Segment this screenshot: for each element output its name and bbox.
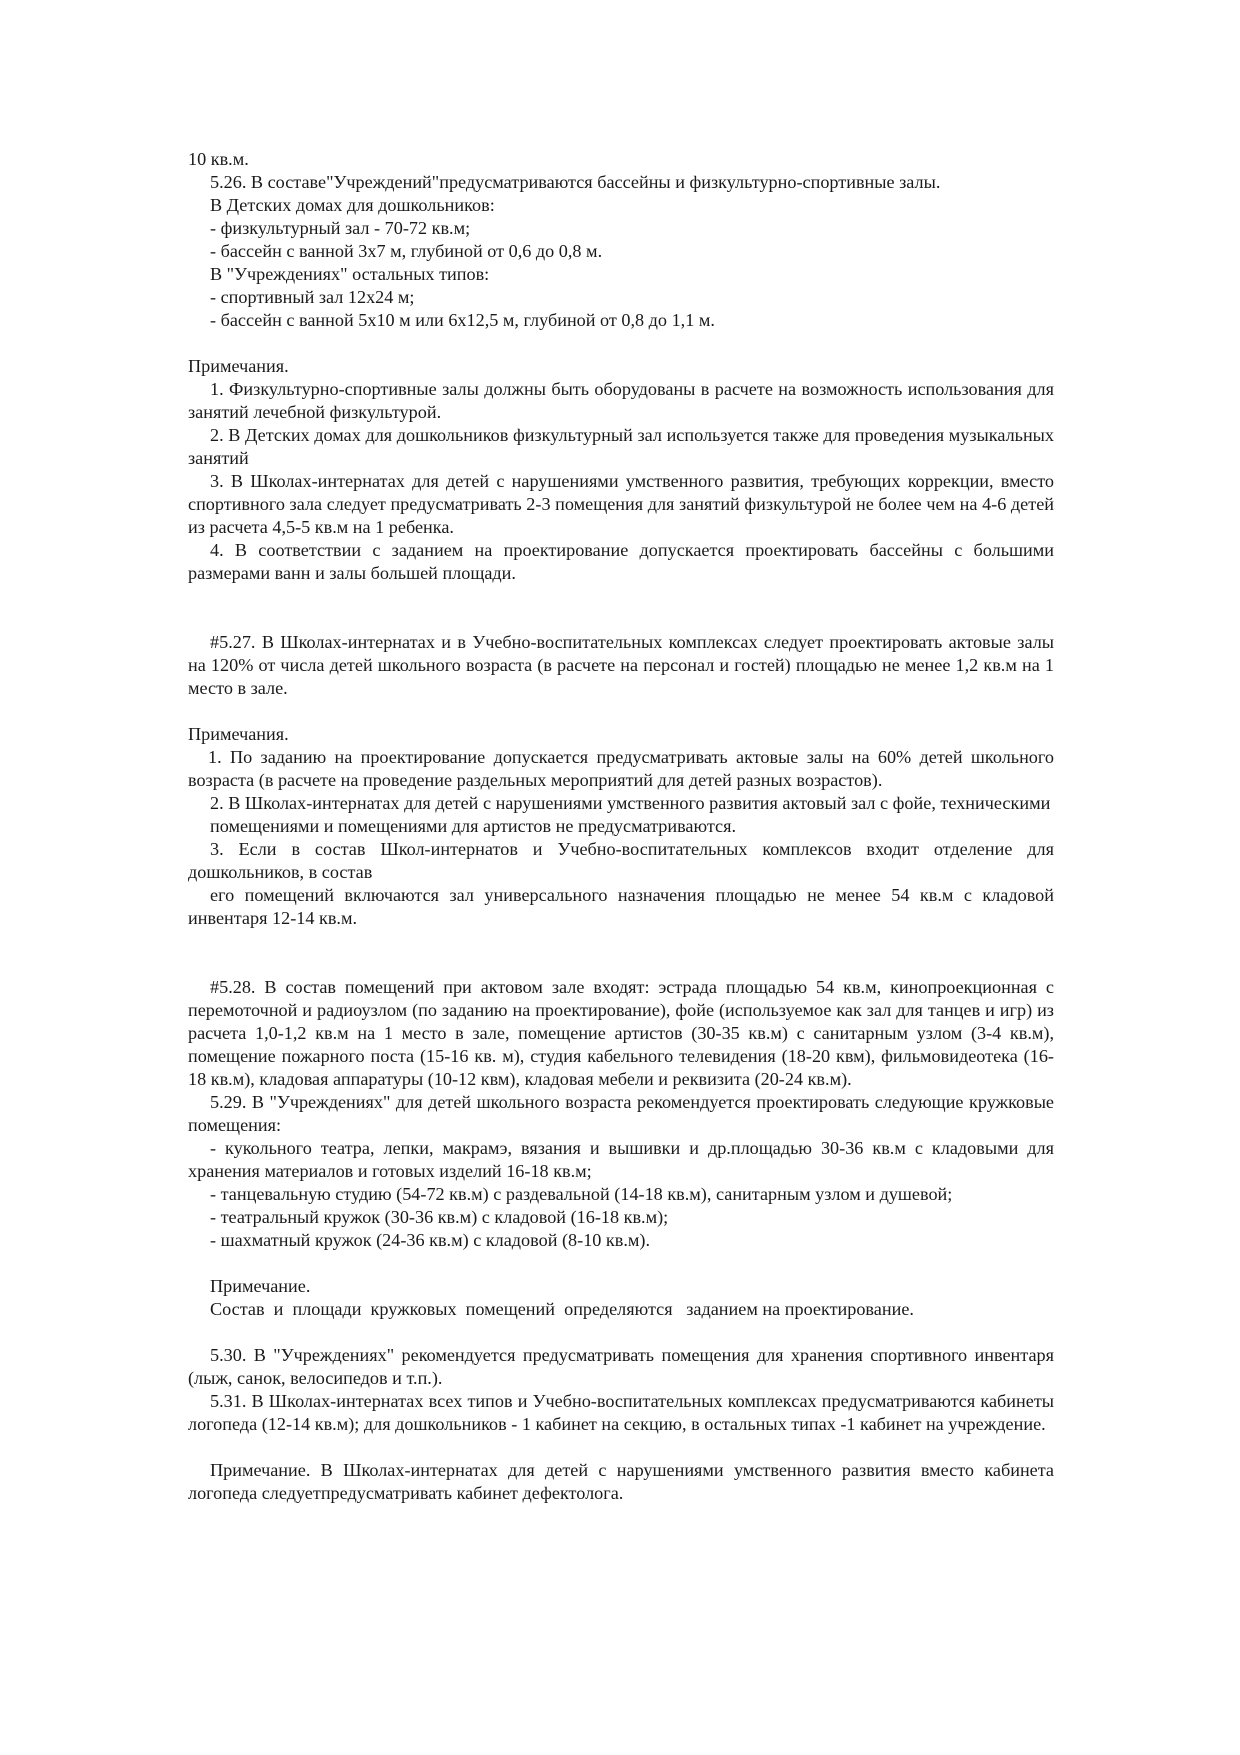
paragraph: 3. В Школах-интернатах для детей с нарушениями умственного развития, требующих коррекции, вместо спортивного зала следует предусматривать 2-3 помещения для занятий физкультурой не более чем на 4-6 детей из расчета 4,5-5 кв.м на 1 ребенка. [188, 471, 1054, 537]
paragraph: 1. По заданию на проектирование допускается предусматривать актовые залы на 60% детей школьного возраста (в расчете на проведение раздельных мероприятий для детей разных возрастов). [188, 747, 1054, 790]
text-line: - шахматный кружок (24-36 кв.м) с кладовой (8-10 кв.м). [210, 1230, 651, 1250]
paragraph: помещениями и помещениями для артистов не предусматриваются. [210, 816, 736, 836]
paragraph: 3. Если в состав Школ-интернатов и Учебно-воспитательных комплексов входит отделение для дошкольников, в состав [188, 839, 1054, 882]
text-line: - бассейн с ванной 3х7 м, глубиной от 0,6 до 0,8 м. [210, 241, 603, 261]
notes-heading: Примечания. [188, 724, 289, 744]
text-line: - театральный кружок (30-36 кв.м) с кладовой (16-18 кв.м); [210, 1207, 669, 1227]
paragraph: 2. В Школах-интернатах для детей с нарушениями умственного развития актовый зал с фойе, техническими [210, 793, 1051, 813]
note-heading: Примечание. [210, 1276, 311, 1296]
paragraph: #5.28. В состав помещений при актовом зале входят: эстрада площадью 54 кв.м, кинопроекционная с перемоточной и радиоузлом (по заданию на проектирование), фойе (используемое как зал для танцев и игр) из расчета 1,0-1,2 кв.м на 1 место в зале, помещение артистов (30-35 кв.м) с санитарным узлом (3-4 кв.м), помещение пожарного поста (15-16 кв. м), студия кабельного телевидения (18-20 квм), фильмовидеотека (16-18 кв.м), кладовая аппаратуры (10-12 квм), кладовая мебели и реквизита (20-24 кв.м). [188, 977, 1054, 1089]
paragraph: его помещений включаются зал универсального назначения площадью не менее 54 кв.м с кладовой инвентаря 12-14 кв.м. [188, 885, 1054, 928]
text-line: В "Учреждениях" остальных типов: [210, 264, 490, 284]
paragraph: - кукольного театра, лепки, макрамэ, вязания и вышивки и др.площадью 30-36 кв.м с кладовыми для хранения материалов и готовых изделий 16-18 кв.м; [188, 1138, 1054, 1181]
paragraph: 1. Физкультурно-спортивные залы должны быть оборудованы в расчете на возможность использования для занятий лечебной физкультурой. [188, 379, 1054, 422]
paragraph: Примечание. В Школах-интернатах для детей с нарушениями умственного развития вместо кабинета логопеда следуетпредусматривать кабинет дефектолога. [188, 1460, 1054, 1503]
text-line: - спортивный зал 12х24 м; [210, 287, 415, 307]
text-line: В Детских домах для дошкольников: [210, 195, 495, 215]
text-line: - физкультурный зал - 70-72 кв.м; [210, 218, 471, 238]
notes-heading: Примечания. [188, 356, 289, 376]
text-line: - бассейн с ванной 5х10 м или 6х12,5 м, глубиной от 0,8 до 1,1 м. [210, 310, 715, 330]
paragraph: 5.29. В "Учреждениях" для детей школьного возраста рекомендуется проектировать следующие кружковые помещения: [188, 1092, 1054, 1135]
paragraph: #5.27. В Школах-интернатах и в Учебно-воспитательных комплексах следует проектировать актовые залы на 120% от числа детей школьного возраста (в расчете на персонал и гостей) площадью не менее 1,2 кв.м на 1 место в зале. [188, 632, 1054, 698]
text-line: 5.26. В составе"Учреждений"предусматриваются бассейны и физкультурно-спортивные залы. [210, 172, 941, 192]
paragraph: 2. В Детских домах для дошкольников физкультурный зал используется также для проведения музыкальных занятий [188, 425, 1054, 468]
paragraph: 5.31. В Школах-интернатах всех типов и Учебно-воспитательных комплексах предусматриваются кабинеты логопеда (12-14 кв.м); для дошкольников - 1 кабинет на секцию, в остальных типах -1 кабинет на учреждение. [188, 1391, 1054, 1434]
paragraph: 4. В соответствии с заданием на проектирование допускается проектировать бассейны с большими размерами ванн и залы большей площади. [188, 540, 1054, 583]
text-line: 10 кв.м. [188, 149, 249, 169]
paragraph: - танцевальную студию (54-72 кв.м) с раздевальной (14-18 кв.м), санитарным узлом и душевой; [210, 1184, 953, 1204]
paragraph: 5.30. В "Учреждениях" рекомендуется предусматривать помещения для хранения спортивного инвентаря (лыж, санок, велосипедов и т.п.). [188, 1345, 1054, 1388]
text-line: Состав и площади кружковых помещений определяются заданием на проектирование. [210, 1299, 914, 1319]
